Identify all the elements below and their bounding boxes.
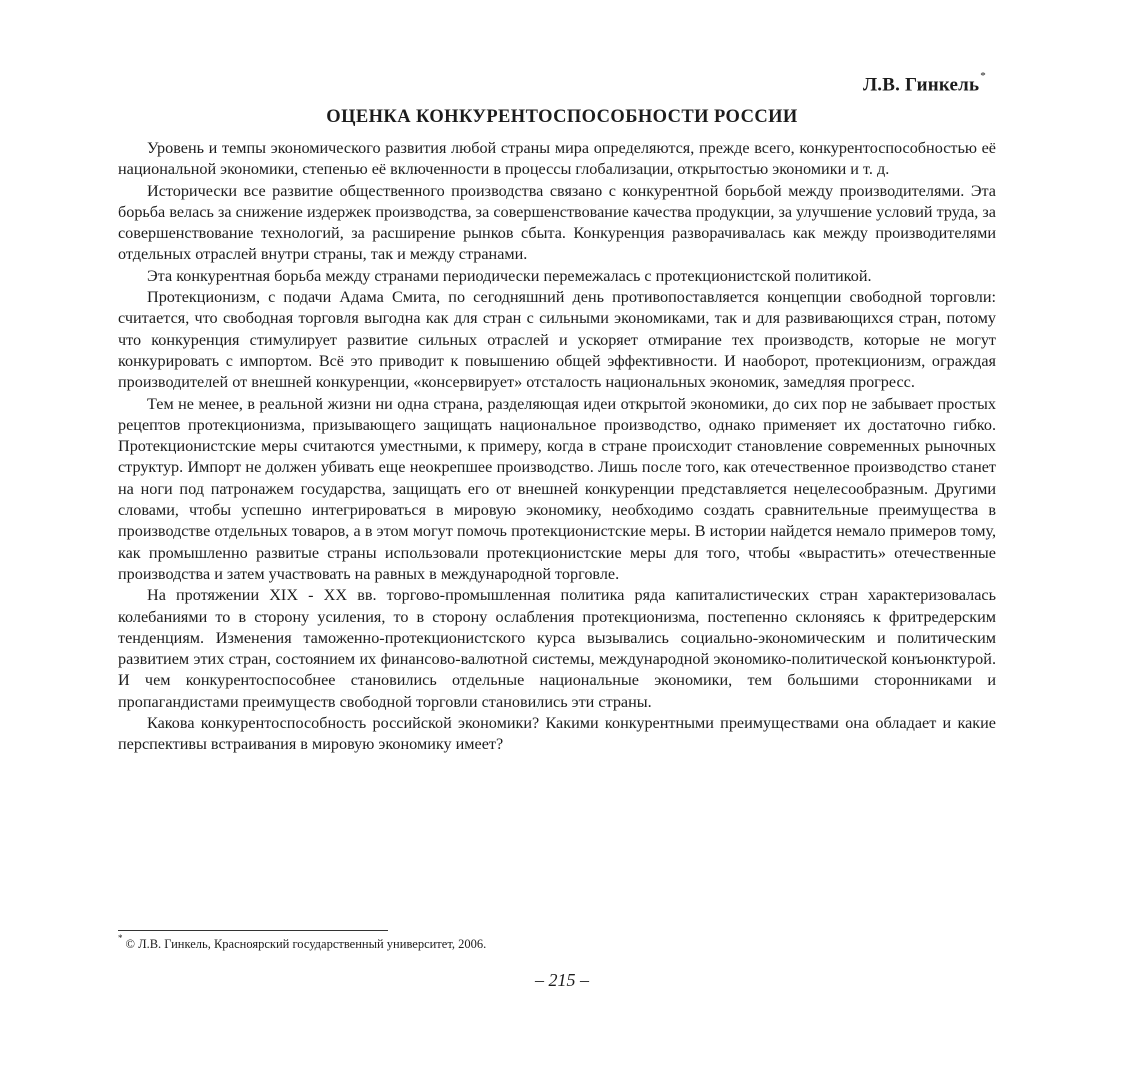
footnote-mark: * <box>118 933 123 943</box>
footnote <box>118 935 486 952</box>
paragraph: Тем не менее, в реальной жизни ни одна страна, разделяющая идеи открытой экономики, до сих пор не забывает простых рецептов протекционизма, призывающего защищать национальное производство, однако применяет их достаточно гибко. Протекционистские меры считаются уместными, к примеру, когда в стране происходит становление современных рыночных структур. Импорт не должен убивать еще неокрепшее производство. Лишь после того, как отечественное производство станет на ноги под патронажем государства, защищать его от внешней конкуренции представляется нецелесообразным. Другими словами, чтобы успешно интегрироваться в мировую экономику, необходимо создать сравнительные преимущества в производстве отдельных товаров, а в этом могут помочь протекционистские меры. В истории найдется немало примеров тому, как промышленно развитые страны использовали протекционистские меры для того, чтобы «вырастить» отечественные производства и затем участвовать на равных в международной торговле. <box>118 394 996 583</box>
paragraph: Уровень и темпы экономического развития любой страны мира определяются, прежде всего, конкурентоспособностью её национальной экономики, степенью её включенности в процессы глобализации, открытостью экономики и т. д. <box>118 139 996 179</box>
paragraph: Исторически все развитие общественного производства связано с конкурентной борьбой между производителями. Эта борьба велась за снижение издержек производства, за совершенствование качества продукции, за улучшение условий труда, за совершенствование технологий, за расширение рынков сбыта. Конкуренция разворачивалась как между производителями отдельных отраслей внутри страны, так и между странами. <box>118 181 996 264</box>
footnote-marker: * <box>980 70 986 82</box>
paragraph: Протекционизм, с подачи Адама Смита, по сегодняшний день противопоставляется концепции свободной торговли: считается, что свободная торговля выгодна как для стран с сильными экономиками, так и для развивающихся стран, потому что конкуренция стимулирует развитие сильных отраслей и ускоряет отмирание тех производств, которые не могут конкурировать с импортом. Всё это приводит к повышению общей эффективности. И наоборот, протекционизм, ограждая производителей от внешней конкуренции, «консервирует» отсталость национальных экономик, замедляя прогресс. <box>118 288 996 392</box>
article-title: ОЦЕНКА КОНКУРЕНТОСПОСОБНОСТИ РОССИИ <box>326 107 798 127</box>
footnote-divider <box>118 930 388 931</box>
footnote-text: © Л.В. Гинкель, Красноярский государственный университет, 2006. <box>125 937 487 952</box>
paragraph: Какова конкурентоспособность российской экономики? Какими конкурентными преимуществами она обладает и какие перспективы встраивания в мировую экономику имеет? <box>118 714 996 754</box>
author-name: Л.В. Гинкель* <box>862 70 986 96</box>
paragraph: Эта конкурентная борьба между странами периодически перемежалась с протекционистской политикой. <box>147 266 872 285</box>
article-body <box>118 138 996 756</box>
page-number: – 215 – <box>535 970 589 990</box>
paragraph: На протяжении XIX - XX вв. торгово-промышленная политика ряда капиталистических стран характеризовалась колебаниями то в сторону усиления, то в сторону ослабления протекционизма, постепенно склоняясь к фритредерским тенденциям. Изменения таможенно-протекционистского курса вызывались социально-экономическим и политическим развитием этих стран, состоянием их финансово-валютной системы, международной экономико-политической конъюнктурой. И чем конкурентоспособнее становились отдельные национальные экономики, тем большими сторонниками и пропагандистами преимуществ свободной торговли становились эти страны. <box>118 586 996 711</box>
